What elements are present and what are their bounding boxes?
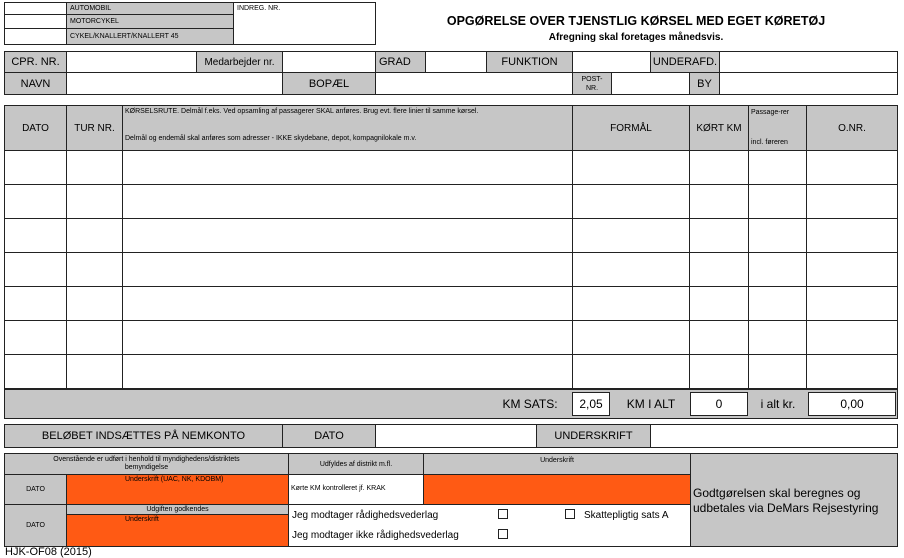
table-cell-passagerer[interactable] <box>748 150 807 185</box>
table-cell-tur[interactable] <box>66 184 123 219</box>
table-cell-onr[interactable] <box>806 184 898 219</box>
demars-note <box>690 453 898 547</box>
kontrolleret-underskrift-field[interactable] <box>423 474 691 505</box>
table-cell-dato[interactable] <box>4 354 67 389</box>
table-cell-tur[interactable] <box>66 218 123 253</box>
table-cell-passagerer[interactable] <box>748 184 807 219</box>
cpr-label: CPR. NR. <box>4 51 67 73</box>
payment-underskrift-input[interactable] <box>650 424 898 448</box>
table-cell-dato[interactable] <box>4 150 67 185</box>
raadigheds-nej-label: Jeg modtager ikke rådighedsvederlag <box>292 530 459 541</box>
table-cell-onr[interactable] <box>806 286 898 321</box>
table-cell-dato[interactable] <box>4 218 67 253</box>
approval-underskrift-1-field[interactable]: Underskrift (UAC, NK, KDOBM) <box>66 474 289 505</box>
table-cell-onr[interactable] <box>806 150 898 185</box>
by-label: BY <box>689 72 720 95</box>
table-cell-kort-km[interactable] <box>689 184 749 219</box>
table-cell-dato[interactable] <box>4 286 67 321</box>
table-cell-route[interactable] <box>122 320 573 355</box>
underafd-input[interactable] <box>719 51 898 73</box>
udgiften-label: Udgiften godkendes <box>66 504 289 515</box>
table-cell-formal[interactable] <box>572 218 690 253</box>
medarbejder-input[interactable] <box>282 51 376 73</box>
i-alt-kr-value[interactable]: 0,00 <box>808 392 896 416</box>
table-cell-dato[interactable] <box>4 252 67 287</box>
table-cell-passagerer[interactable] <box>748 320 807 355</box>
vehicle-check-motorcykel[interactable] <box>4 14 67 29</box>
table-cell-tur[interactable] <box>66 320 123 355</box>
nemkonto-label: BELØBET INDSÆTTES PÅ NEMKONTO <box>4 424 283 448</box>
payment-dato-label: DATO <box>282 424 376 448</box>
approval-header-left: Ovenstående er udført i henhold til myndighedens/distriktets bemyndigelse <box>4 453 289 475</box>
table-cell-formal[interactable] <box>572 184 690 219</box>
table-cell-kort-km[interactable] <box>689 320 749 355</box>
approval-underskrift-2-field[interactable]: Underskrift <box>66 514 289 547</box>
table-cell-kort-km[interactable] <box>689 252 749 287</box>
table-cell-tur[interactable] <box>66 252 123 287</box>
table-cell-passagerer[interactable] <box>748 286 807 321</box>
by-input[interactable] <box>719 72 898 95</box>
grad-label: GRAD <box>375 51 426 73</box>
col-header-passagerer <box>748 105 807 151</box>
indreg-field[interactable]: INDREG. NR. <box>233 2 376 45</box>
footer-form-code: HJK-OF08 (2015) <box>5 546 92 558</box>
vehicle-motorcykel-label: MOTORCYKEL <box>66 14 234 29</box>
postnr-input[interactable] <box>611 72 690 95</box>
vehicle-check-cykel[interactable] <box>4 28 67 45</box>
km-i-alt-value[interactable]: 0 <box>690 392 748 416</box>
table-cell-route[interactable] <box>122 252 573 287</box>
approval-dato-2-label: DATO <box>4 504 67 547</box>
i-alt-kr-label: i alt kr. <box>760 397 796 411</box>
funktion-input[interactable] <box>572 51 651 73</box>
skattepligtig-label: Skattepligtig sats A <box>584 510 669 521</box>
table-cell-tur[interactable] <box>66 286 123 321</box>
table-cell-route[interactable] <box>122 218 573 253</box>
table-cell-route[interactable] <box>122 150 573 185</box>
km-sats-value[interactable]: 2,05 <box>572 392 610 416</box>
payment-dato-input[interactable] <box>375 424 537 448</box>
km-sats-label: KM SATS: <box>502 397 558 411</box>
table-cell-onr[interactable] <box>806 218 898 253</box>
table-cell-kort-km[interactable] <box>689 354 749 389</box>
raadigheds-nej-checkbox[interactable] <box>498 529 508 539</box>
vehicle-cykel-label: CYKEL/KNALLERT/KNALLERT 45 <box>66 28 234 45</box>
table-cell-route[interactable] <box>122 286 573 321</box>
bopael-input[interactable] <box>375 72 573 95</box>
table-cell-route[interactable] <box>122 184 573 219</box>
bopael-label: BOPÆL <box>282 72 376 95</box>
table-cell-onr[interactable] <box>806 320 898 355</box>
raadigheds-ja-label: Jeg modtager rådighedsvederlag <box>292 510 439 521</box>
page-title: OPGØRELSE OVER TJENSTLIG KØRSEL MED EGET KØRETØJ <box>446 14 826 28</box>
table-cell-passagerer[interactable] <box>748 354 807 389</box>
table-cell-formal[interactable] <box>572 354 690 389</box>
navn-input[interactable] <box>66 72 283 95</box>
col-header-kort-km: KØRT KM <box>689 105 749 151</box>
table-cell-dato[interactable] <box>4 184 67 219</box>
demars-note-text: Godtgørelsen skal beregnes og udbetales via DeMars Rejsestyring <box>693 486 879 515</box>
raadigheds-ja-checkbox[interactable] <box>498 509 508 519</box>
route-note-2: Delmål og endemål skal anføres som adresser - IKKE skydebane, depot, kompagnilokale m.v. <box>125 135 417 142</box>
route-note-1: KØRSELSRUTE. Delmål f.eks. Ved opsamling af passagerer SKAL anføres. Brug evt. flere linier til samme kørsel. <box>125 108 479 115</box>
passagerer-label-1: Passage-rer <box>751 109 790 116</box>
approval-header-mid: Udfyldes af distrikt m.fl. <box>288 453 424 475</box>
postnr-label: POST- NR. <box>572 72 612 95</box>
table-cell-formal[interactable] <box>572 150 690 185</box>
underafd-label: UNDERAFD. <box>650 51 720 73</box>
passagerer-label-2: incl. føreren <box>751 139 788 146</box>
skattepligtig-checkbox[interactable] <box>565 509 575 519</box>
funktion-label: FUNKTION <box>486 51 573 73</box>
col-header-onr: O.NR. <box>806 105 898 151</box>
col-header-dato: DATO <box>4 105 67 151</box>
medarbejder-label: Medarbejder nr. <box>196 51 283 73</box>
cpr-input[interactable] <box>66 51 197 73</box>
navn-label: NAVN <box>4 72 67 95</box>
page-subtitle: Afregning skal foretages månedsvis. <box>548 32 724 43</box>
col-header-formal: FORMÅL <box>572 105 690 151</box>
table-cell-onr[interactable] <box>806 252 898 287</box>
table-cell-formal[interactable] <box>572 252 690 287</box>
km-i-alt-label: KM I ALT <box>626 397 676 411</box>
table-cell-tur[interactable] <box>66 354 123 389</box>
table-cell-kort-km[interactable] <box>689 150 749 185</box>
table-cell-formal[interactable] <box>572 286 690 321</box>
table-cell-tur[interactable] <box>66 150 123 185</box>
grad-input[interactable] <box>425 51 487 73</box>
table-cell-route[interactable] <box>122 354 573 389</box>
table-cell-formal[interactable] <box>572 320 690 355</box>
payment-underskrift-label: UNDERSKRIFT <box>536 424 651 448</box>
table-cell-kort-km[interactable] <box>689 286 749 321</box>
vehicle-automobil-label: AUTOMOBIL <box>66 2 234 15</box>
table-cell-dato[interactable] <box>4 320 67 355</box>
col-header-tur: TUR NR. <box>66 105 123 151</box>
table-cell-kort-km[interactable] <box>689 218 749 253</box>
approval-dato-1-label: DATO <box>4 474 67 505</box>
col-header-route <box>122 105 573 151</box>
table-cell-onr[interactable] <box>806 354 898 389</box>
table-cell-passagerer[interactable] <box>748 252 807 287</box>
kontrolleret-label: Kørte KM kontrolleret jf. KRAK <box>288 474 424 505</box>
approval-header-right: Underskrift <box>423 453 691 475</box>
table-cell-passagerer[interactable] <box>748 218 807 253</box>
